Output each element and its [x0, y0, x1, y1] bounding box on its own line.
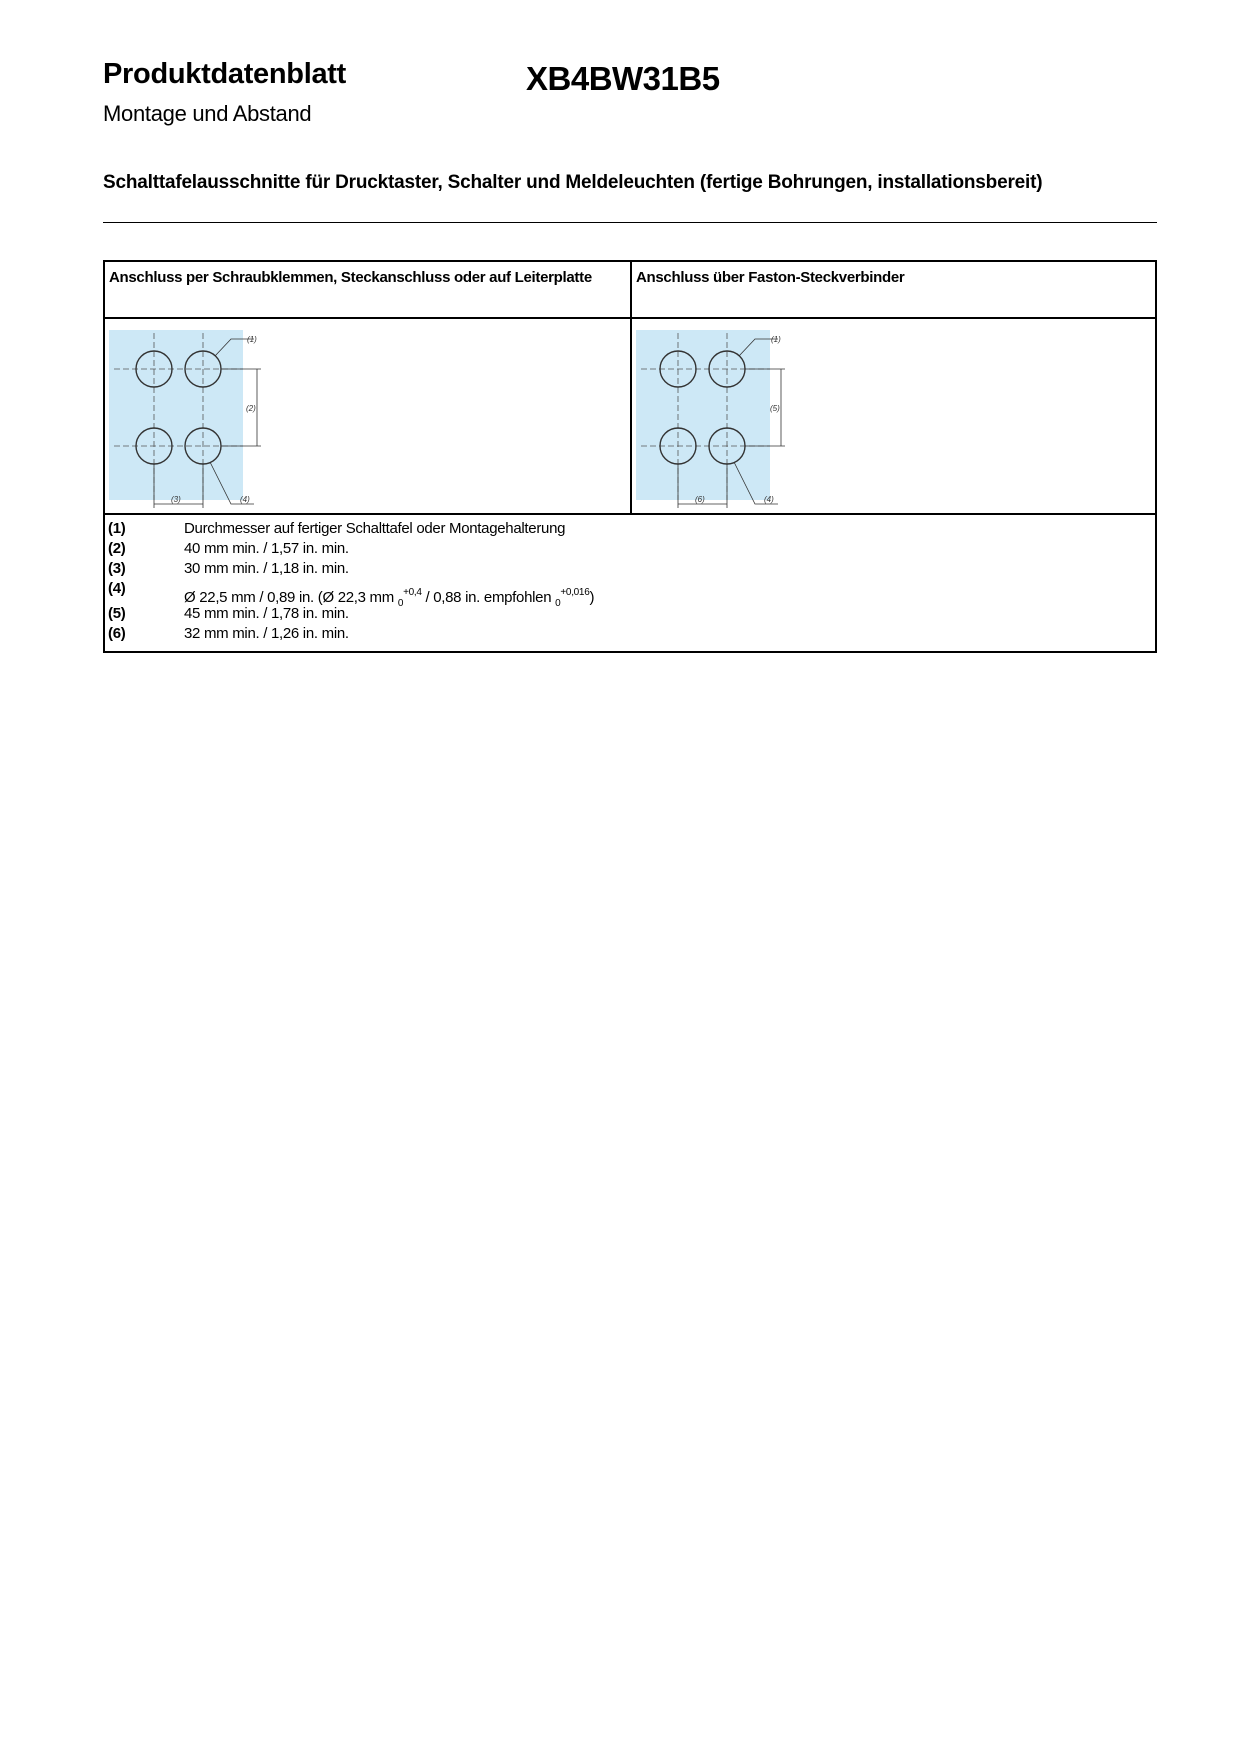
- legend-key: (6): [108, 625, 126, 642]
- column-header-faston: Anschluss über Faston-Steckverbinder: [636, 269, 905, 286]
- label-diameter: (1): [771, 335, 781, 344]
- legend-text: 45 mm min. / 1,78 in. min.: [184, 605, 349, 622]
- row-divider: [105, 317, 1155, 319]
- product-code: XB4BW31B5: [526, 60, 720, 97]
- legend-key: (2): [108, 540, 126, 557]
- panel-area: [109, 330, 243, 500]
- cutout-table: [103, 260, 1157, 653]
- cutout-drawing-screw-terminals: [109, 328, 289, 512]
- cutout-drawing-svg: [109, 328, 289, 512]
- label-hole: (4): [764, 495, 774, 504]
- label-vertical: (2): [246, 404, 256, 413]
- legend-text: 30 mm min. / 1,18 in. min.: [184, 560, 349, 577]
- legend-text: Ø 22,5 mm / 0,89 in. (Ø 22,3 mm $_0^{+0,4}$ / 0,88 in. empfohlen $_0^{+0,016}$): [184, 587, 595, 609]
- cutout-drawing-svg: [636, 328, 816, 512]
- panel-area: [636, 330, 770, 500]
- legend-key: (5): [108, 605, 126, 622]
- label-vertical: (5): [770, 404, 780, 413]
- label-diameter: (1): [247, 335, 257, 344]
- heading-rule: [103, 222, 1157, 223]
- legend-text: Durchmesser auf fertiger Schalttafel oder Montagehalterung: [184, 520, 566, 537]
- row-divider: [105, 513, 1155, 515]
- document-title: Produktdatenblatt: [103, 58, 347, 90]
- cutout-drawing-faston: [636, 328, 816, 512]
- document-subtitle: Montage und Abstand: [103, 101, 312, 126]
- label-horizontal: (3): [171, 495, 181, 504]
- legend-text: 32 mm min. / 1,26 in. min.: [184, 625, 349, 642]
- column-divider: [630, 262, 632, 515]
- column-header-screw-terminals: Anschluss per Schraubklemmen, Steckanschluss oder auf Leiterplatte: [109, 269, 592, 286]
- label-horizontal: (6): [695, 495, 705, 504]
- legend-key: (4): [108, 580, 126, 597]
- label-hole: (4): [240, 495, 250, 504]
- section-heading: Schalttafelausschnitte für Drucktaster, Schalter und Meldeleuchten (fertige Bohrungen, installationsbereit): [103, 172, 1043, 193]
- legend-key: (1): [108, 520, 126, 537]
- legend-text: 40 mm min. / 1,57 in. min.: [184, 540, 349, 557]
- legend-key: (3): [108, 560, 126, 577]
